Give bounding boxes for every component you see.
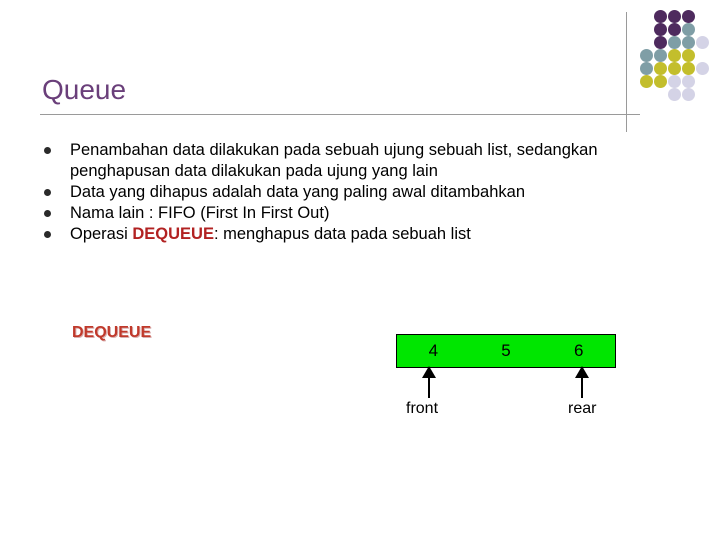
bullet-item-2 xyxy=(44,182,694,203)
decorative-dot xyxy=(654,62,667,75)
decorative-dot xyxy=(668,62,681,75)
bullet-text: Nama lain : FIFO (First In First Out) xyxy=(70,204,330,222)
queue-cell-1: 4 xyxy=(428,341,439,360)
bullet-item-4 xyxy=(44,224,694,245)
decorative-dot xyxy=(654,10,667,23)
bullet-text-prefix: Operasi xyxy=(70,225,133,243)
decorative-dot xyxy=(668,88,681,101)
decorative-dot-grid xyxy=(640,10,720,110)
decorative-dot xyxy=(668,49,681,62)
decorative-dot xyxy=(640,62,653,75)
bullet-item-3 xyxy=(44,203,694,224)
decorative-dot xyxy=(668,23,681,36)
bullet-item-1 xyxy=(44,140,694,182)
bullet-list xyxy=(44,140,694,245)
decorative-dot xyxy=(682,88,695,101)
queue-cell-3: 6 xyxy=(573,341,584,360)
decorative-dot xyxy=(654,49,667,62)
rear-label: rear xyxy=(568,400,597,417)
decorative-dot xyxy=(640,49,653,62)
decorative-dot xyxy=(668,36,681,49)
decorative-dot xyxy=(682,49,695,62)
bullet-dot-icon xyxy=(44,147,51,154)
decorative-dot xyxy=(682,10,695,23)
bullet-text: Penambahan data dilakukan pada sebuah ujung sebuah list, sedangkan penghapusan data dilakukan pada ujung yang lain xyxy=(70,141,598,180)
queue-cell-2: 5 xyxy=(501,341,511,360)
decorative-dot xyxy=(682,36,695,49)
bullet-dot-icon xyxy=(44,231,51,238)
front-label: front xyxy=(406,400,439,417)
rear-arrow-icon xyxy=(581,368,583,398)
decorative-dot xyxy=(654,75,667,88)
decorative-dot xyxy=(640,75,653,88)
bullet-dot-icon xyxy=(44,210,51,217)
front-arrow-icon xyxy=(428,368,430,398)
decorative-dot xyxy=(668,75,681,88)
bullet-dot-icon xyxy=(44,189,51,196)
queue-box xyxy=(396,334,616,368)
decorative-dot xyxy=(682,75,695,88)
title-underline xyxy=(40,114,640,115)
decorative-dot xyxy=(668,10,681,23)
dequeue-label: DEQUEUE xyxy=(72,324,152,341)
decorative-dot xyxy=(682,62,695,75)
bullet-text: Data yang dihapus adalah data yang paling awal ditambahkan xyxy=(70,183,525,201)
decorative-dot xyxy=(654,23,667,36)
slide-title: Queue xyxy=(42,74,127,105)
decorative-dot xyxy=(654,36,667,49)
decorative-dot xyxy=(696,36,709,49)
decorative-dot xyxy=(696,62,709,75)
dequeue-emphasis: DEQUEUE xyxy=(132,225,214,243)
decorative-dot xyxy=(682,23,695,36)
bullet-text-suffix: : menghapus data pada sebuah list xyxy=(213,225,471,243)
